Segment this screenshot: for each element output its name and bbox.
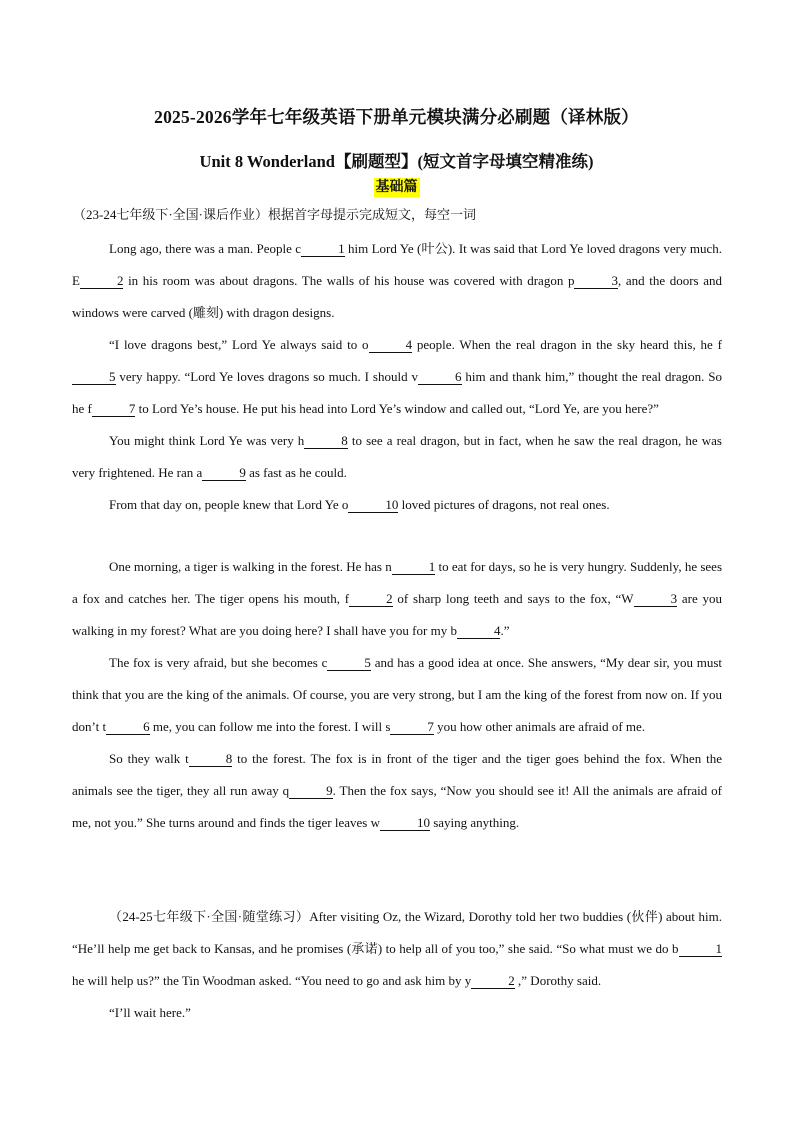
blank-5[interactable]: 5 [327,655,371,671]
section-label: 基础篇 [375,180,418,195]
blank-6[interactable]: 6 [418,369,462,385]
text: ,” Dorothy said. [514,973,602,988]
text: One morning, a tiger is walking in the forest. He has n [109,559,392,574]
blank-7[interactable]: 7 [92,401,136,417]
text: saying anything. [429,815,520,830]
text: to eat for days, so he is very hungry. Suddenly, he sees a fox and catches her. The tiger opens his mouth, f [72,559,723,606]
text: .” [500,623,510,638]
paragraph [72,329,722,425]
paragraph [72,647,722,743]
text: me, you can follow me into the forest. I will s [149,719,391,734]
paragraph [72,901,722,997]
text: , and the doors and windows were carved (雕刻) with dragon designs. [72,273,723,320]
text: in his room was about dragons. The walls of his house was covered with dragon p [123,273,575,288]
exercise-source: （23-24七年级下·全国·课后作业）根据首字母提示完成短文，每空一词 [73,207,476,222]
blank-3[interactable]: 3 [574,273,618,289]
passage-3 [72,901,722,1029]
blank-6[interactable]: 6 [106,719,150,735]
text: him and thank him,” thought the real dragon. So he f [72,369,722,416]
paragraph [72,997,722,1029]
text: as fast as he could. [245,465,347,480]
text: very happy. “Lord Ye loves dragons so much. I should v [115,369,418,384]
blank-9[interactable]: 9 [289,783,333,799]
blank-10[interactable]: 10 [380,815,430,831]
blank-10[interactable]: 10 [348,497,398,513]
text: loved pictures of dragons, not real ones. [398,497,610,512]
text: Long ago, there was a man. People c [109,241,302,256]
blank-1[interactable]: 1 [392,559,436,575]
text: he will help us?” the Tin Woodman asked. “You need to go and ask him by y [72,973,472,988]
paragraph [72,551,722,647]
paragraph [72,743,722,839]
text: and has a good idea at once. She answers, “My dear sir, you must think that you are the king of the animals. Of course, you are very strong, but I am the king of the forest from now on. If you don’t t [72,655,723,734]
passage-1 [72,233,722,521]
passage-2 [72,551,722,839]
paragraph [72,489,722,521]
text: are you walking in my forest? What are you doing here? I shall have you for my b [72,591,722,638]
text: to see a real dragon, but in fact, when he saw the real dragon, he was very frightened. He ran a [72,433,722,480]
blank-8[interactable]: 8 [189,751,233,767]
unit-subtitle: Unit 8 Wonderland【刷题型】(短文首字母填空精准练) [199,152,594,171]
text: You might think Lord Ye was very h [109,433,305,448]
blank-5[interactable]: 5 [72,369,116,385]
blank-2[interactable]: 2 [471,973,515,989]
paragraph [72,425,722,489]
blank-2[interactable]: 2 [349,591,393,607]
blank-4[interactable]: 4 [457,623,501,639]
text: him Lord Ye (叶公). It was said that Lord Ye loved dragons very much. E [72,241,722,288]
text: From that day on, people knew that Lord Ye o [109,497,349,512]
text: “I love dragons best,” Lord Ye always said to o [109,337,369,352]
blank-1[interactable]: 1 [679,941,723,957]
blank-8[interactable]: 8 [304,433,348,449]
text: people. When the real dragon in the sky heard this, he f [412,337,722,352]
text: The fox is very afraid, but she becomes c [109,655,328,670]
blank-7[interactable]: 7 [390,719,434,735]
paragraph [72,233,722,329]
blank-1[interactable]: 1 [301,241,345,257]
text: to Lord Ye’s house. He put his head into Lord Ye’s window and called out, “Lord Ye, are you here?” [135,401,659,416]
text: “I’ll wait here.” [109,1005,191,1020]
section-label-wrap [0,178,793,197]
page-title: 2025-2026学年七年级英语下册单元模块满分必刷题（译林版） [154,107,639,127]
text: （24-25七年级下·全国·随堂练习）After visiting Oz, the Wizard, Dorothy told her two buddies (伙伴) about him. “He’ll help me get back to Kansas, and he promises (承诺) to help all of you too,” she said. “So what must we do b [72,909,722,956]
text: to the forest. The fox is in front of the tiger and the tiger goes behind the fox. When the animals see the tiger, they all run away q [72,751,722,798]
blank-4[interactable]: 4 [369,337,413,353]
blank-9[interactable]: 9 [202,465,246,481]
text: So they walk t [109,751,189,766]
text: . Then the fox says, “Now you should see it! All the animals are afraid of me, not you.” She turns around and finds the tiger leaves w [72,783,722,830]
blank-2[interactable]: 2 [80,273,124,289]
text: of sharp long teeth and says to the fox, “W [392,591,634,606]
blank-3[interactable]: 3 [634,591,678,607]
text: you how other animals are afraid of me. [433,719,646,734]
